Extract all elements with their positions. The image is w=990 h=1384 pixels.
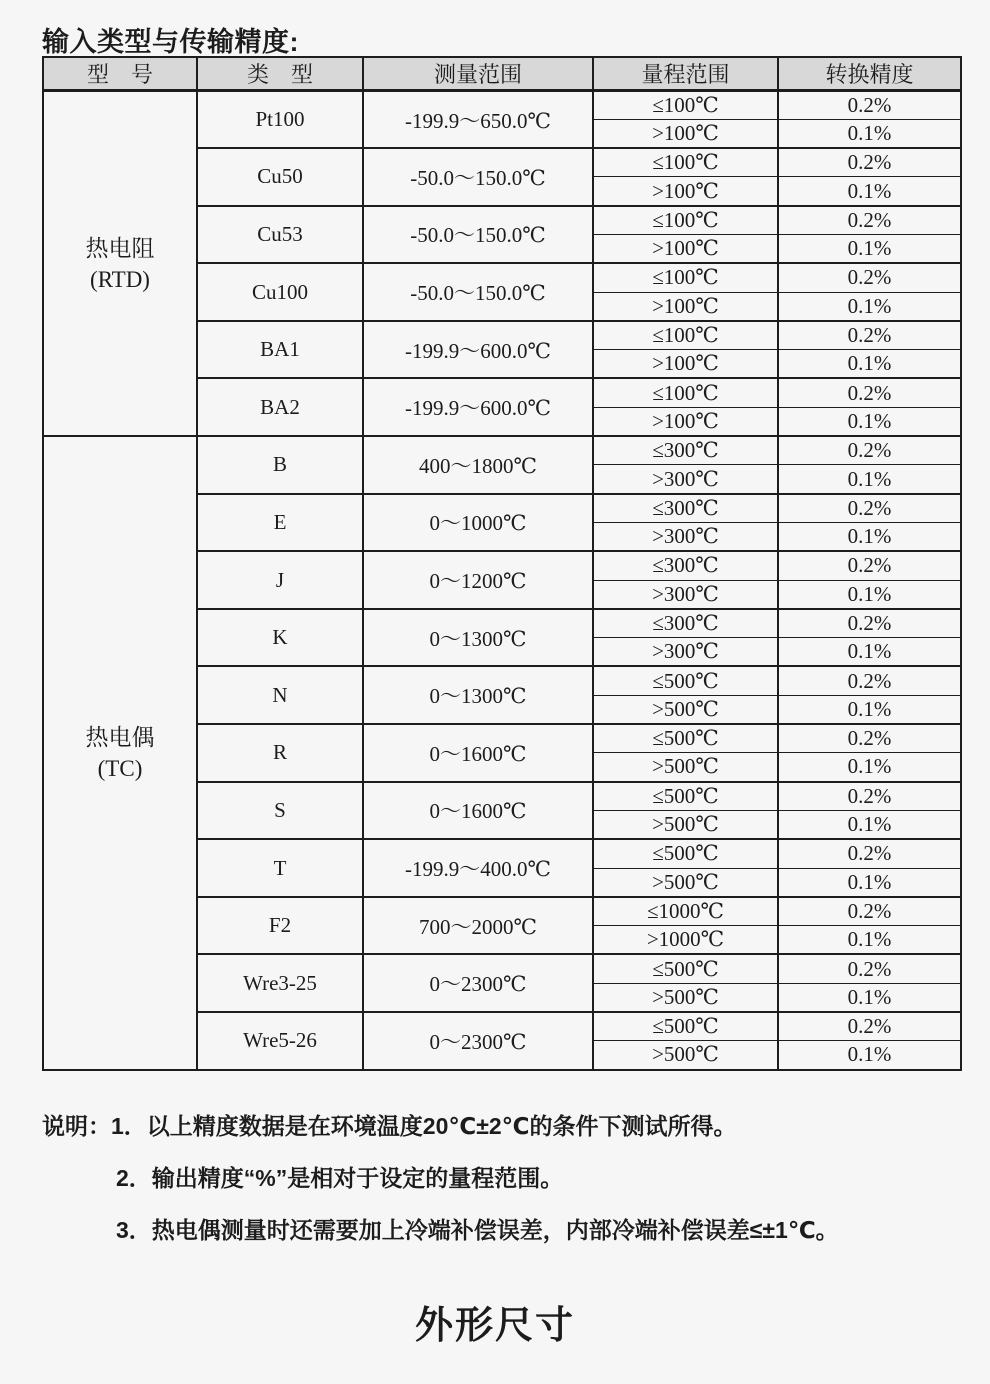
accuracy-cell: 0.2% — [778, 609, 961, 638]
accuracy-cell: 0.1% — [778, 292, 961, 321]
range-cell: 0～1600℃ — [363, 782, 593, 840]
note-line-3 — [42, 1204, 962, 1256]
range-cell: -199.9～400.0℃ — [363, 839, 593, 897]
page-title: 输入类型与传输精度: — [42, 27, 299, 57]
model-subname: (TC) — [97, 755, 143, 781]
span-cell: >1000℃ — [593, 926, 778, 955]
accuracy-cell: 0.2% — [778, 206, 961, 235]
span-cell: ≤300℃ — [593, 436, 778, 465]
note-line-1 — [42, 1100, 962, 1152]
spec-table-body — [43, 91, 961, 1070]
range-cell: -199.9～650.0℃ — [363, 91, 593, 149]
accuracy-cell: 0.1% — [778, 234, 961, 263]
type-cell: T — [197, 839, 363, 897]
span-cell: ≤500℃ — [593, 954, 778, 983]
range-cell: 0～1000℃ — [363, 494, 593, 552]
range-cell: 0～2300℃ — [363, 1012, 593, 1070]
accuracy-cell: 0.2% — [778, 666, 961, 695]
accuracy-cell: 0.1% — [778, 407, 961, 436]
span-cell: >100℃ — [593, 234, 778, 263]
accuracy-cell: 0.1% — [778, 695, 961, 724]
span-cell: >300℃ — [593, 580, 778, 609]
accuracy-cell: 0.2% — [778, 897, 961, 926]
accuracy-cell: 0.1% — [778, 350, 961, 379]
accuracy-cell: 0.1% — [778, 465, 961, 494]
type-cell: BA2 — [197, 378, 363, 436]
range-cell: 700～2000℃ — [363, 897, 593, 955]
span-cell: >300℃ — [593, 465, 778, 494]
range-cell: 0～1300℃ — [363, 666, 593, 724]
note-line-2 — [42, 1152, 962, 1204]
type-cell: J — [197, 551, 363, 609]
type-cell: S — [197, 782, 363, 840]
span-cell: ≤100℃ — [593, 148, 778, 177]
span-cell: >100℃ — [593, 292, 778, 321]
model-cell — [43, 436, 197, 1070]
span-cell: >300℃ — [593, 522, 778, 551]
span-cell: >500℃ — [593, 695, 778, 724]
header-measure-range: 测量范围 — [363, 57, 593, 91]
table-row — [43, 91, 961, 120]
span-cell: >500℃ — [593, 1041, 778, 1070]
accuracy-cell: 0.2% — [778, 148, 961, 177]
span-cell: >100℃ — [593, 407, 778, 436]
span-cell: ≤100℃ — [593, 91, 778, 120]
accuracy-cell: 0.1% — [778, 580, 961, 609]
type-cell: E — [197, 494, 363, 552]
header-span-range: 量程范围 — [593, 57, 778, 91]
accuracy-cell: 0.1% — [778, 119, 961, 148]
span-cell: ≤500℃ — [593, 1012, 778, 1041]
span-cell: >100℃ — [593, 350, 778, 379]
input-type-accuracy-table — [42, 56, 962, 1071]
notes-label: 说明： — [42, 1113, 111, 1139]
span-cell: ≤300℃ — [593, 551, 778, 580]
accuracy-cell: 0.1% — [778, 983, 961, 1012]
accuracy-cell: 0.2% — [778, 782, 961, 811]
note-text-2: 2．输出精度“%”是相对于设定的量程范围。 — [116, 1165, 564, 1191]
span-cell: ≤100℃ — [593, 378, 778, 407]
header-model: 型 号 — [43, 57, 197, 91]
span-cell: >500℃ — [593, 868, 778, 897]
accuracy-cell: 0.2% — [778, 1012, 961, 1041]
note-text-1: 1．以上精度数据是在环境温度20℃±2℃的条件下测试所得。 — [111, 1113, 737, 1139]
type-cell: R — [197, 724, 363, 782]
notes-block — [42, 1100, 962, 1256]
span-cell: ≤500℃ — [593, 782, 778, 811]
accuracy-cell: 0.2% — [778, 724, 961, 753]
accuracy-cell: 0.2% — [778, 263, 961, 292]
type-cell: Pt100 — [197, 91, 363, 149]
span-cell: ≤100℃ — [593, 206, 778, 235]
accuracy-cell: 0.1% — [778, 1041, 961, 1070]
range-cell: 0～2300℃ — [363, 954, 593, 1012]
type-cell: Wre3-25 — [197, 954, 363, 1012]
type-cell: BA1 — [197, 321, 363, 379]
model-subname: (RTD) — [90, 266, 150, 292]
section-heading-dimensions: 外形尺寸 — [414, 1305, 575, 1347]
span-cell: ≤300℃ — [593, 494, 778, 523]
type-cell: F2 — [197, 897, 363, 955]
range-cell: -199.9～600.0℃ — [363, 378, 593, 436]
span-cell: ≤100℃ — [593, 263, 778, 292]
accuracy-cell: 0.1% — [778, 522, 961, 551]
accuracy-cell: 0.2% — [778, 954, 961, 983]
accuracy-cell: 0.1% — [778, 810, 961, 839]
accuracy-cell: 0.1% — [778, 177, 961, 206]
span-cell: >100℃ — [593, 119, 778, 148]
range-cell: -50.0～150.0℃ — [363, 263, 593, 321]
header-accuracy: 转换精度 — [778, 57, 961, 91]
model-name: 热电阻 — [85, 235, 155, 261]
model-name: 热电偶 — [85, 724, 155, 750]
accuracy-cell: 0.2% — [778, 839, 961, 868]
range-cell: -50.0～150.0℃ — [363, 148, 593, 206]
span-cell: >300℃ — [593, 638, 778, 667]
accuracy-cell: 0.2% — [778, 378, 961, 407]
model-cell — [43, 91, 197, 437]
type-cell: K — [197, 609, 363, 667]
range-cell: 0～1600℃ — [363, 724, 593, 782]
range-cell: 0～1200℃ — [363, 551, 593, 609]
span-cell: ≤1000℃ — [593, 897, 778, 926]
range-cell: -199.9～600.0℃ — [363, 321, 593, 379]
range-cell: 400～1800℃ — [363, 436, 593, 494]
table-row — [43, 436, 961, 465]
accuracy-cell: 0.1% — [778, 868, 961, 897]
header-type: 类 型 — [197, 57, 363, 91]
accuracy-cell: 0.2% — [778, 494, 961, 523]
span-cell: ≤500℃ — [593, 724, 778, 753]
span-cell: >500℃ — [593, 753, 778, 782]
type-cell: Cu53 — [197, 206, 363, 264]
accuracy-cell: 0.2% — [778, 436, 961, 465]
span-cell: ≤500℃ — [593, 666, 778, 695]
accuracy-cell: 0.1% — [778, 926, 961, 955]
accuracy-cell: 0.1% — [778, 753, 961, 782]
range-cell: 0～1300℃ — [363, 609, 593, 667]
table-header-row — [43, 57, 961, 91]
span-cell: ≤100℃ — [593, 321, 778, 350]
accuracy-cell: 0.2% — [778, 551, 961, 580]
span-cell: >500℃ — [593, 983, 778, 1012]
span-cell: ≤500℃ — [593, 839, 778, 868]
accuracy-cell: 0.2% — [778, 321, 961, 350]
accuracy-cell: 0.1% — [778, 638, 961, 667]
range-cell: -50.0～150.0℃ — [363, 206, 593, 264]
note-text-3: 3．热电偶测量时还需要加上冷端补偿误差，内部冷端补偿误差≤±1℃。 — [116, 1217, 839, 1243]
type-cell: Wre5-26 — [197, 1012, 363, 1070]
type-cell: Cu100 — [197, 263, 363, 321]
span-cell: ≤300℃ — [593, 609, 778, 638]
type-cell: N — [197, 666, 363, 724]
span-cell: >100℃ — [593, 177, 778, 206]
accuracy-cell: 0.2% — [778, 91, 961, 120]
type-cell: B — [197, 436, 363, 494]
span-cell: >500℃ — [593, 810, 778, 839]
type-cell: Cu50 — [197, 148, 363, 206]
